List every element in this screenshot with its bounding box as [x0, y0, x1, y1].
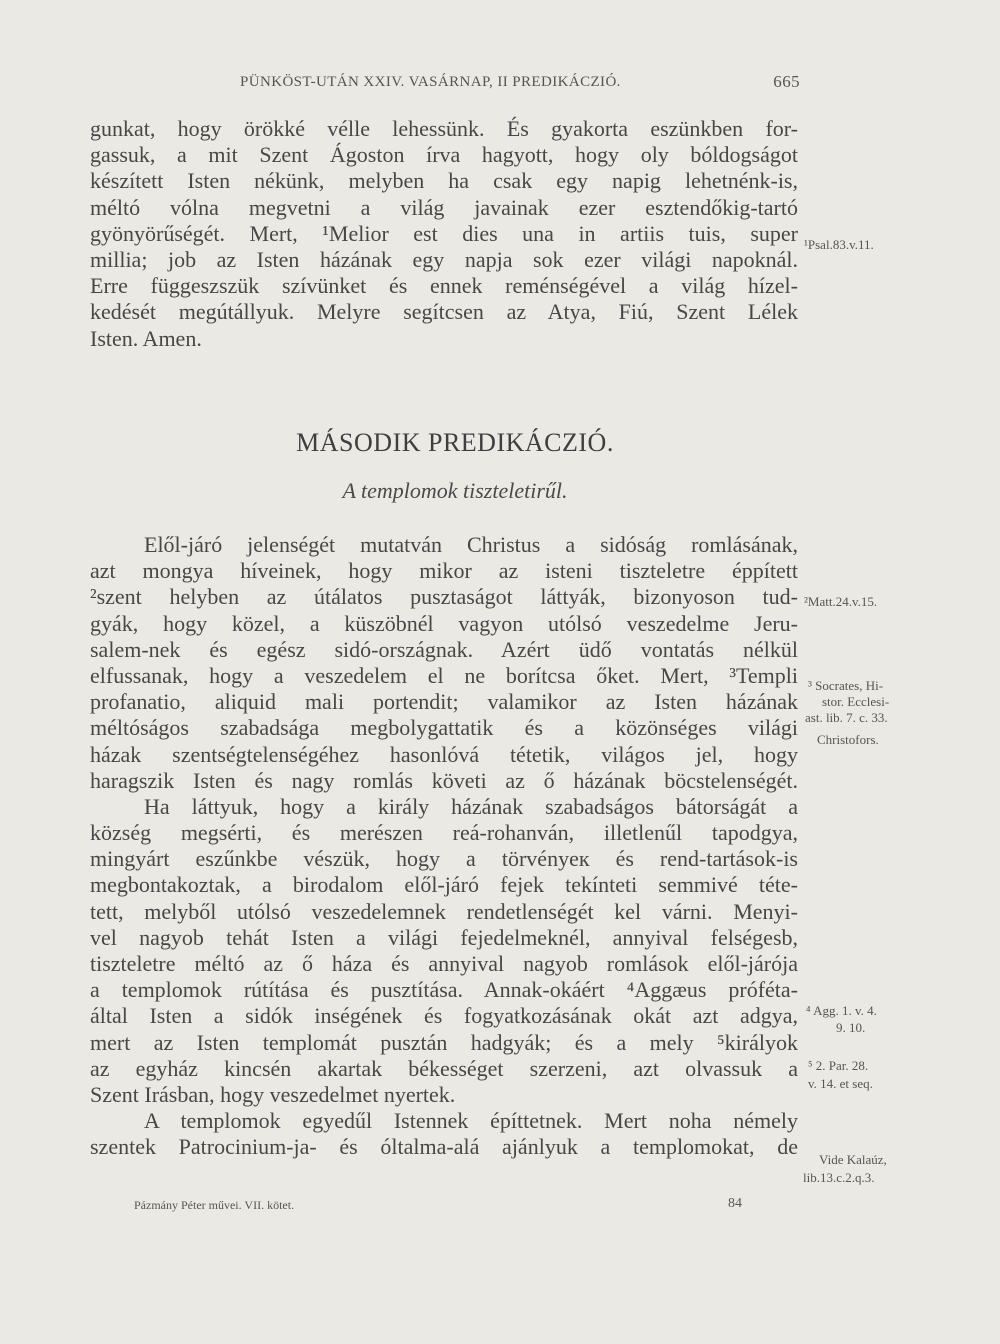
margin-note-3d: Christofors.	[817, 732, 879, 747]
margin-note-3b: stor. Ecclesi-	[822, 694, 890, 709]
section-subheading: A templomok tiszteletirűl.	[342, 478, 568, 503]
text-line: kedését megútállyuk. Melyre segítcsen az Atya, Fiú, Szent Lélek	[90, 299, 798, 325]
text-line: az egyház kincsén akartak békességet szerzeni, azt olvassuk a	[90, 1055, 798, 1081]
text-line: mert az Isten templomát pusztán hadgyák; és a mely ⁵királyok	[90, 1029, 798, 1055]
text-line: község megsérti, és merészen reá-rohanván, illetlenűl tapodgya,	[90, 820, 798, 846]
running-title: PÜNKÖST-UTÁN XXIV. VASÁRNAP, II PREDIKÁCZIÓ.	[240, 74, 621, 90]
margin-note-1: ¹Psal.83.v.11.	[804, 237, 874, 252]
text-line: millia; job az Isten házának egy napja sok ezer világi napoknál.	[90, 246, 798, 272]
section-heading: MÁSODIK PREDIKÁCZIÓ.	[296, 428, 614, 457]
text-line: Isten. Amen.	[90, 325, 202, 351]
text-line: Szent Irásban, hogy veszedelmet nyertek.	[90, 1081, 456, 1107]
text-line: Ha láttyuk, hogy a király házának szabadságos bátorságát a	[144, 793, 798, 819]
text-line: Elől-járó jelenségét mutatván Christus a sidóság romlásának,	[144, 532, 798, 557]
text-line: méltóságos szabadsága megbolygattatik és a közönséges világi	[90, 715, 798, 741]
text-line: tett, melyből utólsó veszedelemnek rendetlenségét kel várni. Menyi-	[90, 898, 798, 924]
text-line: gyák, hogy közel, a küszöbnél vagyon utólsó veszedelme Jeru-	[90, 610, 798, 636]
text-line: haragszik Isten és nagy romlás követi az ő házának böcstelenségét.	[90, 767, 798, 793]
footer-signature: Pázmány Péter művei. VII. kötet.	[134, 1198, 295, 1212]
text-line: Erre függeszszük szívünket és ennek reménségével a világ hízel-	[90, 273, 798, 299]
text-line: azt mongya híveinek, hogy mikor az isteni tiszteletre éppített	[90, 558, 798, 584]
text-line: gassuk, a mit Szent Ágoston írva hagyott, hogy oly bóldogságot	[90, 142, 798, 168]
margin-note-3a: ³ Socrates, Hi-	[808, 678, 884, 693]
text-line: készített Isten nékünk, melyben ha csak egy napig lehetnénk-is,	[90, 168, 798, 194]
text-line: gyönyörűségét. Mert, ¹Melior est dies una in artiis tuis, super	[90, 220, 798, 246]
text-line: vel nagyob tehát Isten a világi fejedelmeknél, annyival felségesb,	[90, 924, 798, 950]
text-line: által Isten a sidók inségének és fogyatkozásának okát azt adgya,	[90, 1003, 798, 1029]
footer-sheet-number: 84	[728, 1196, 742, 1211]
text-line: profanatio, aliquid mali portendit; valamikor az Isten házának	[90, 689, 798, 715]
page-number: 665	[773, 72, 800, 91]
text-line: mingyárt eszűnkbe vészük, hogy a törvényeк és rend-tartások-is	[90, 846, 798, 872]
text-line: elfussanak, hogy a veszedelem el ne borítcsa őket. Mert, ³Templi	[90, 662, 798, 688]
margin-note-5a: ⁵ 2. Par. 28.	[808, 1058, 869, 1073]
margin-note-4b: 9. 10.	[836, 1020, 866, 1035]
margin-note-2: ²Matt.24.v.15.	[804, 594, 878, 609]
text-block-2	[90, 532, 798, 1161]
text-line: a templomok rútítása és pusztítása. Annak-okáért ⁴Aggæus próféta-	[90, 977, 798, 1003]
text-line: megbontakoztak, a birodalom elől-járó fejek tekínteti semmivé téte-	[90, 872, 798, 898]
text-line: méltó vólna megvetni a világ javainak ezer esztendőkig-tartó	[90, 194, 798, 220]
margin-note-6a: Vide Kalaúz,	[819, 1152, 887, 1167]
text-line: házak szentségtelenségéhez hasonlóvá tétetik, világos jel, hogy	[90, 741, 798, 767]
margin-note-6b: lib.13.c.2.q.3.	[803, 1170, 875, 1185]
text-line: ²szent helyben az útálatos pusztaságot láttyák, bizonyoson tud-	[90, 584, 798, 610]
text-line: A templomok egyedűl Istennek építtetnek. Mert noha némely	[144, 1108, 798, 1134]
text-line: szentek Patrocinium-ja- és óltalma-alá ajánlyuk a templomokat, de	[90, 1134, 798, 1160]
text-block-1	[90, 116, 798, 352]
margin-note-3c: ast. lib. 7. c. 33.	[805, 710, 888, 725]
margin-note-5b: v. 14. et seq.	[808, 1076, 873, 1091]
text-line: salem-nek és egész sidó-országnak. Azért üdő vontatás nélkül	[90, 636, 798, 662]
text-line: gunkat, hogy örökké vélle lehessünk. És gyakorta eszünkben for-	[90, 116, 798, 141]
text-line: tiszteletre méltó az ő háza és annyival nagyob romlások elől-járója	[90, 951, 798, 976]
margin-note-4a: ⁴ Agg. 1. v. 4.	[806, 1003, 877, 1018]
running-header	[240, 72, 800, 96]
